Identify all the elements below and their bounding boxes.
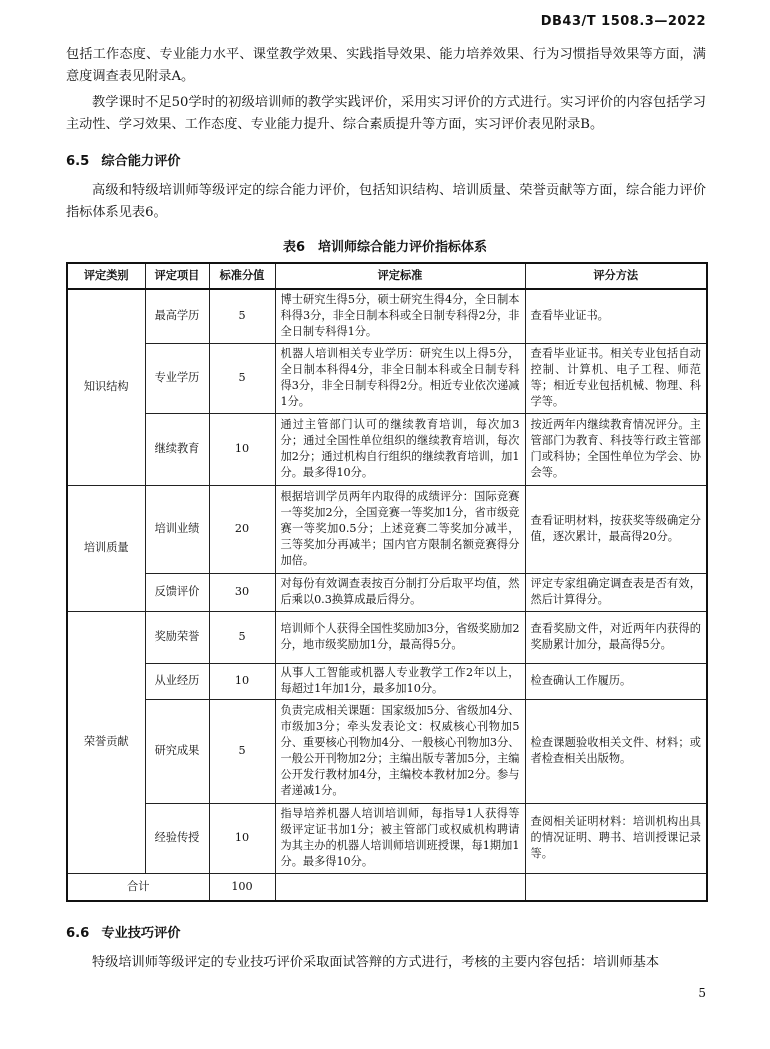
item-cell: 经验传授	[145, 803, 209, 873]
score-cell: 5	[209, 343, 275, 413]
item-cell: 最高学历	[145, 289, 209, 343]
table-header-cell: 评定项目	[145, 263, 209, 289]
total-score-cell: 100	[209, 873, 275, 901]
score-cell: 5	[209, 289, 275, 343]
table-header-cell: 评定标准	[275, 263, 525, 289]
section-6-5-heading	[66, 150, 181, 169]
method-cell: 查看奖励文件，对近两年内获得的奖励累计加分，最高得5分。	[525, 611, 707, 663]
table-row	[67, 289, 707, 343]
score-cell: 5	[209, 699, 275, 803]
method-cell: 按近两年内继续教育情况评分。主管部门为教育、科技等行政主管部门或科协；全国性单位为学会、协会等。	[525, 413, 707, 485]
section-title: 专业技巧评价	[101, 926, 181, 941]
method-cell: 检查课题验收相关文件、材料；或者检查相关出版物。	[525, 699, 707, 803]
standard-cell: 负责完成相关课题：国家级加5分、省级加4分、市级加3分；牵头发表论文：权威核心刊物加5分、重要核心刊物加4分、一般核心刊物加3分、一般公开刊物加2分；主编出版专著加5分，主编公开发行教材加4分，主编校本教材加2分。参与者递减1分。	[275, 699, 525, 803]
section-number: 6.5	[66, 154, 90, 169]
item-cell: 研究成果	[145, 699, 209, 803]
score-cell: 10	[209, 413, 275, 485]
table-row	[67, 699, 707, 803]
method-cell: 检查确认工作履历。	[525, 663, 707, 699]
method-cell: 查看毕业证书。	[525, 289, 707, 343]
item-cell: 继续教育	[145, 413, 209, 485]
item-cell: 专业学历	[145, 343, 209, 413]
standard-cell: 从事人工智能或机器人专业教学工作2年以上，每超过1年加1分，最多加10分。	[275, 663, 525, 699]
score-cell: 20	[209, 485, 275, 573]
table-row	[67, 485, 707, 573]
table-header-cell: 标准分值	[209, 263, 275, 289]
method-cell: 查看证明材料，按获奖等级确定分值，逐次累计，最高得20分。	[525, 485, 707, 573]
table-row	[67, 611, 707, 663]
document-code: DB43/T 1508.3—2022	[540, 14, 706, 29]
standard-cell: 对每份有效调查表按百分制打分后取平均值，然后乘以0.3换算成最后得分。	[275, 573, 525, 611]
item-cell: 奖励荣誉	[145, 611, 209, 663]
table-header-cell: 评分方法	[525, 263, 707, 289]
section-6-6-body: 特级培训师等级评定的专业技巧评价采取面试答辩的方式进行，考核的主要内容包括：培训师基本	[92, 955, 660, 970]
item-cell: 培训业绩	[145, 485, 209, 573]
page-number: 5	[698, 986, 706, 1000]
score-cell: 10	[209, 803, 275, 873]
table-row	[67, 413, 707, 485]
standard-cell: 培训师个人获得全国性奖励加3分，省级奖励加2分，地市级奖励加1分，最高得5分。	[275, 611, 525, 663]
table-title: 表6 培训师综合能力评价指标体系	[282, 240, 488, 255]
item-cell: 反馈评价	[145, 573, 209, 611]
table-row	[67, 573, 707, 611]
standard-cell: 机器人培训相关专业学历：研究生以上得5分，全日制本科得4分，非全日制本科或全日制专科得3分，非全日制专科得2分。相近专业依次递减1分。	[275, 343, 525, 413]
score-cell: 30	[209, 573, 275, 611]
section-6-5-body: 高级和特级培训师等级评定的综合能力评价，包括知识结构、培训质量、荣誉贡献等方面，综合能力评价指标体系见表6。	[66, 183, 706, 220]
standard-cell: 指导培养机器人培训培训师，每指导1人获得等级评定证书加1分；被主管部门或权威机构聘请为其主办的机器人培训师培训班授课，每1期加1分。最多得10分。	[275, 803, 525, 873]
table-row	[67, 343, 707, 413]
evaluation-index-table	[66, 262, 708, 902]
section-number: 6.6	[66, 926, 90, 941]
empty-cell	[525, 873, 707, 901]
score-cell: 10	[209, 663, 275, 699]
method-cell: 查看毕业证书。相关专业包括自动控制、计算机、电子工程、师范等；相近专业包括机械、物理、科学等。	[525, 343, 707, 413]
item-cell: 从业经历	[145, 663, 209, 699]
score-cell: 5	[209, 611, 275, 663]
table-header-row	[67, 263, 707, 289]
intro-paragraph-1: 包括工作态度、专业能力水平、课堂教学效果、实践指导效果、能力培养效果、行为习惯指导效果等方面，满意度调查表见附录A。	[66, 47, 706, 84]
method-cell: 评定专家组确定调查表是否有效，然后计算得分。	[525, 573, 707, 611]
category-cell: 知识结构	[67, 289, 145, 485]
category-cell: 荣誉贡献	[67, 611, 145, 873]
standard-cell: 博士研究生得5分，硕士研究生得4分，全日制本科得3分，非全日制本科或全日制专科得2分，非全日制专科得1分。	[275, 289, 525, 343]
table-row	[67, 663, 707, 699]
standard-cell: 通过主管部门认可的继续教育培训，每次加3分；通过全国性单位组织的继续教育培训，每次加2分；通过机构自行组织的继续教育培训，加1分。最多得10分。	[275, 413, 525, 485]
method-cell: 查阅相关证明材料：培训机构出具的情况证明、聘书、培训授课记录等。	[525, 803, 707, 873]
section-6-6-heading	[66, 922, 181, 941]
standard-cell: 根据培训学员两年内取得的成绩评分：国际竞赛一等奖加2分，全国竞赛一等奖加1分，省市级竞赛一等奖加0.5分；上述竞赛二等奖加分减半，三等奖加分再减半；国内官方限制名额竞赛得分加倍。	[275, 485, 525, 573]
table-total-row	[67, 873, 707, 901]
table-row	[67, 803, 707, 873]
total-label-cell: 合计	[67, 873, 209, 901]
section-title: 综合能力评价	[101, 154, 181, 169]
table-header-cell: 评定类别	[67, 263, 145, 289]
empty-cell	[275, 873, 525, 901]
category-cell: 培训质量	[67, 485, 145, 611]
intro-paragraph-2: 教学课时不足50学时的初级培训师的教学实践评价，采用实习评价的方式进行。实习评价的内容包括学习主动性、学习效果、工作态度、专业能力提升、综合素质提升等方面，实习评价表见附录B。	[66, 95, 706, 132]
